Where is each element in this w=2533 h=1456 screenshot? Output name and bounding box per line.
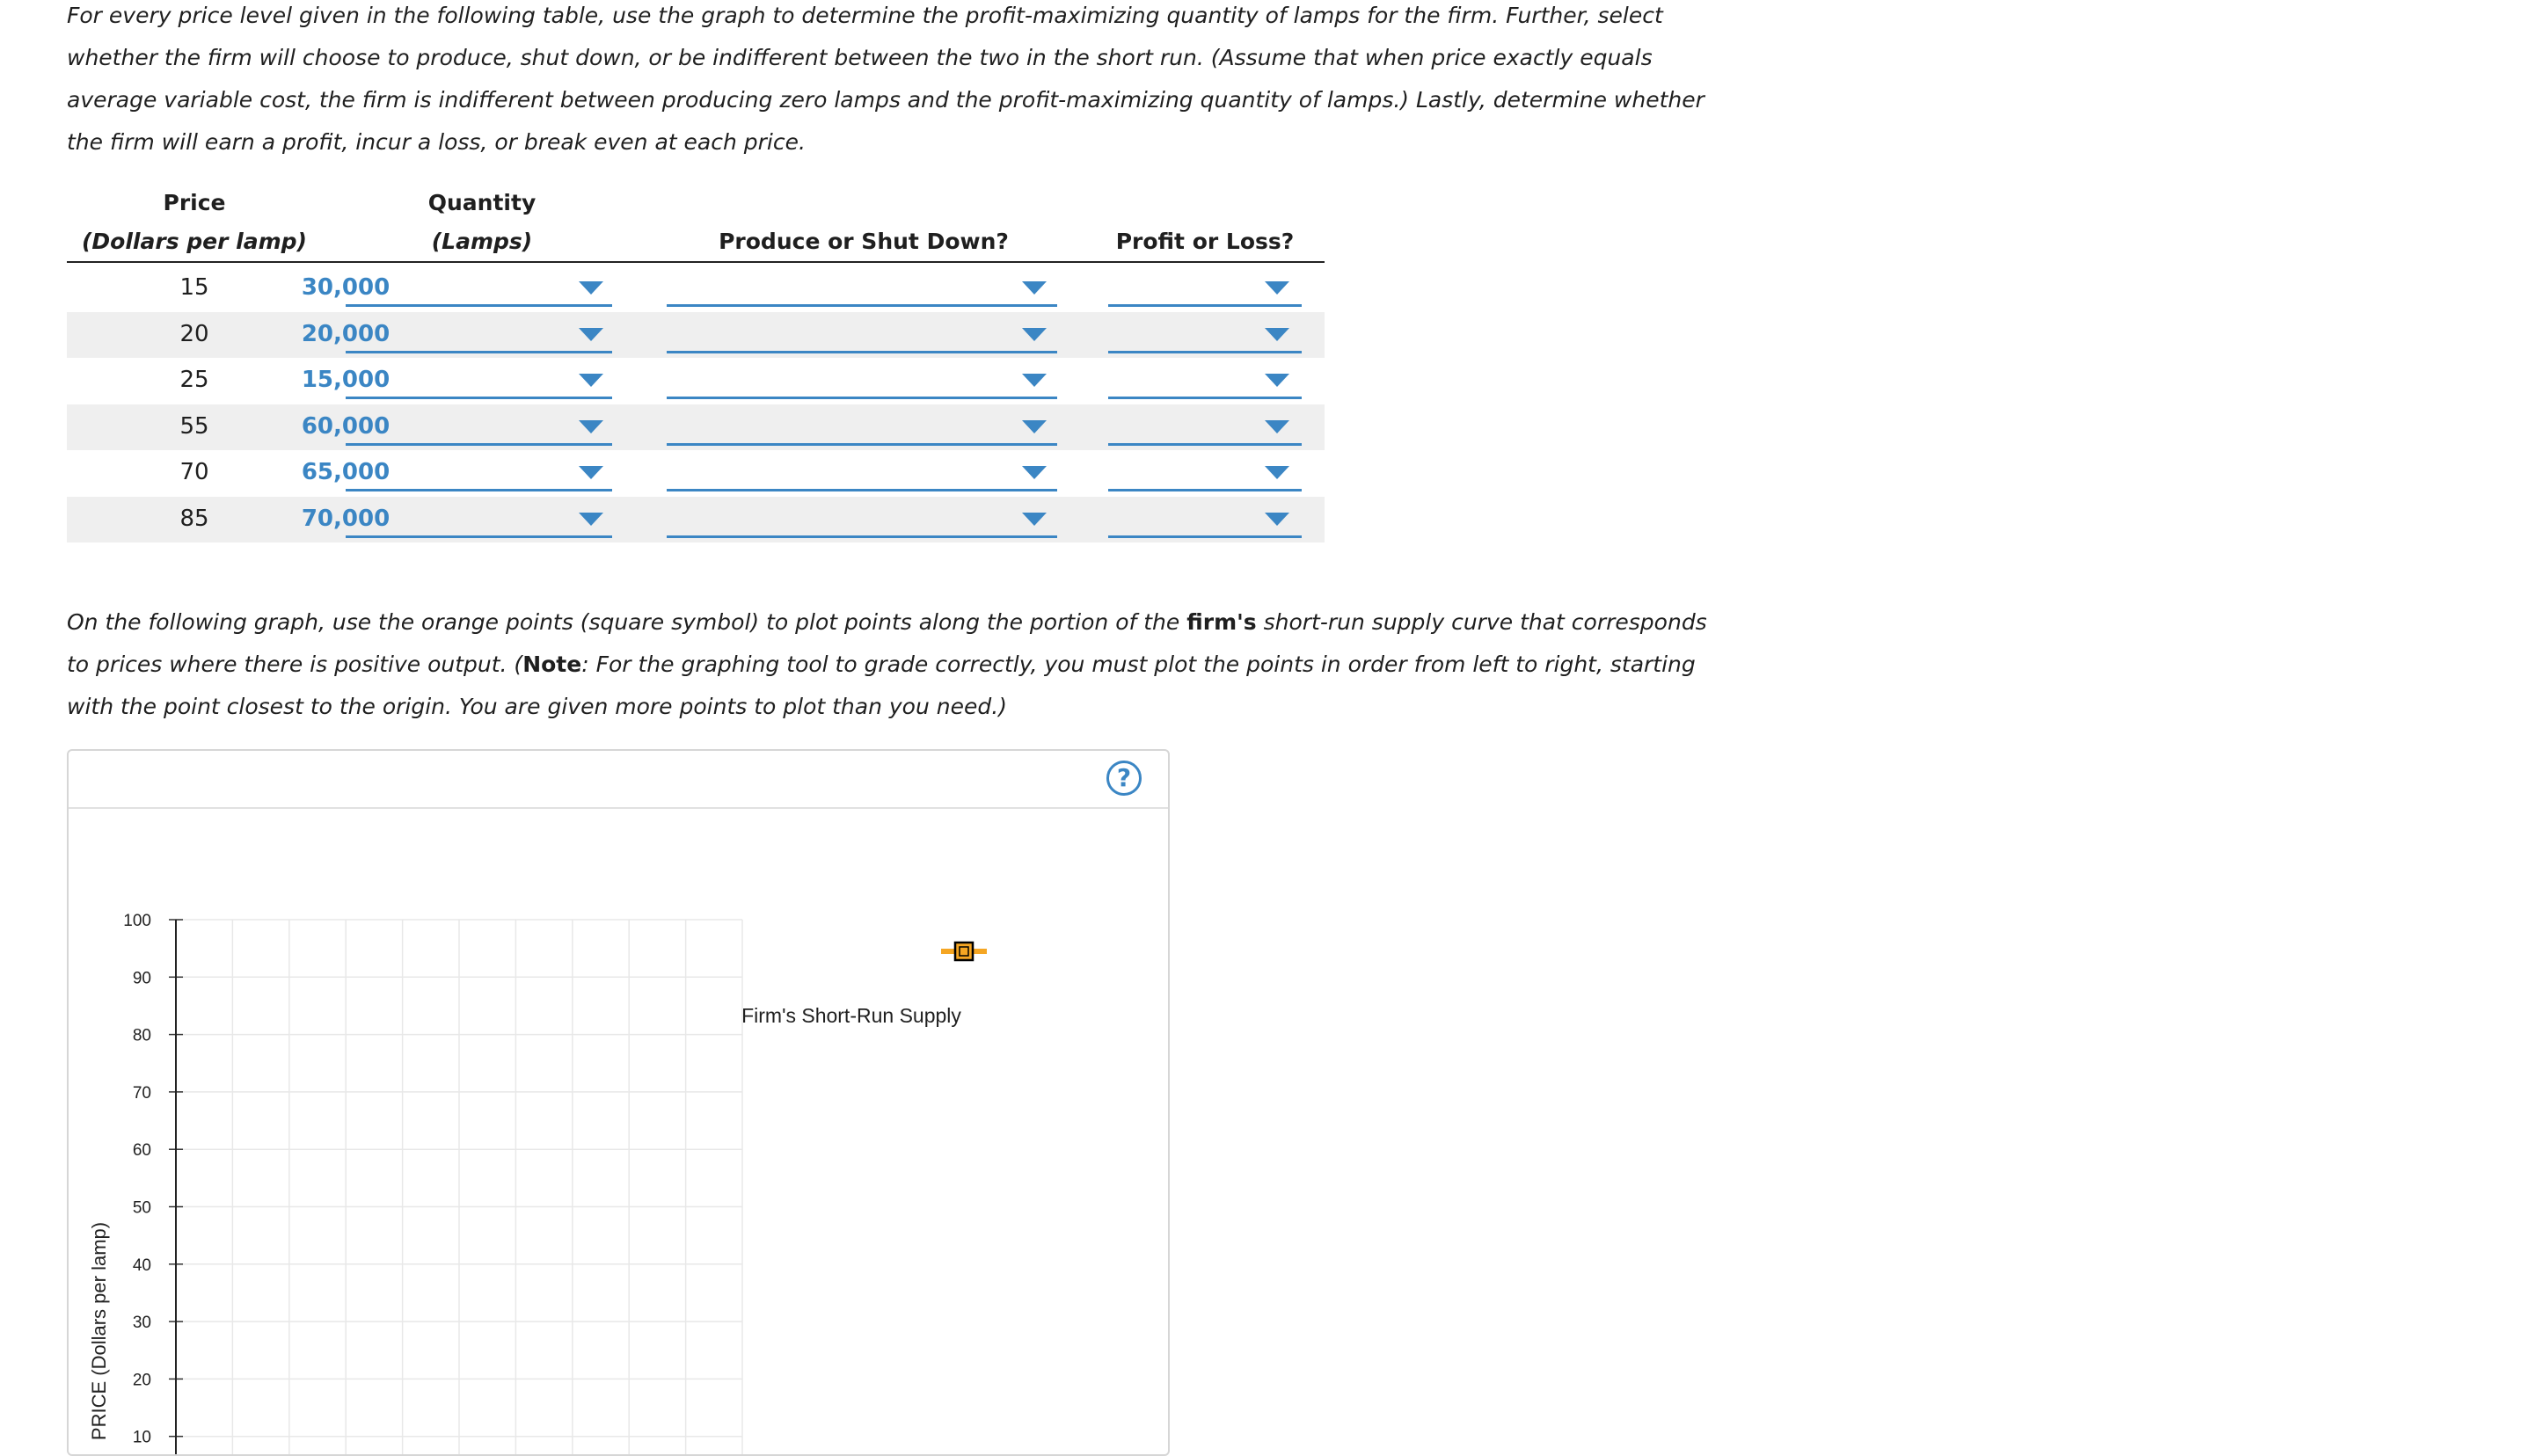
orange-square-inner [960,947,968,956]
graph-instructions: On the following graph, use the orange points (square symbol) to plot points along the portion of the firm's short-run supply curve that corresponds to prices where there is positive output. (Note: For the graphing tool to grade correctly, you must plot the points in order from left to right, starting with the point closest to the origin. You are given more points to plot than you need.) [67,609,1707,719]
chevron-down-icon [579,466,603,479]
produce-dropdown-underline [667,304,1057,307]
header-quantity-units: (Lamps) [431,229,533,254]
chevron-down-icon [1022,374,1047,387]
profit-dropdown-underline [1108,397,1302,399]
y-tick-label: 90 [132,969,151,988]
supply-graph[interactable] [69,751,1168,1454]
y-tick-label: 80 [132,1026,151,1045]
chevron-down-icon [579,328,603,341]
chevron-down-icon [579,374,603,387]
chevron-down-icon [1022,513,1047,526]
chevron-down-icon [1265,374,1289,387]
chevron-down-icon [579,513,603,526]
header-quantity: Quantity [427,190,537,215]
chevron-down-icon [1265,328,1289,341]
quantity-dropdown-underline [346,397,612,399]
legend-label: Firm's Short-Run Supply [741,1004,961,1027]
help-icon[interactable]: ? [1106,761,1142,796]
header-produce-or-shut-down: Produce or Shut Down? [719,229,1009,254]
table-row [67,312,1325,358]
quantity-dropdown-underline [346,535,612,538]
header-price: Price [163,190,226,215]
profit-dropdown-underline [1108,489,1302,491]
table-row [67,358,1325,404]
instructions-text: For every price level given in the following table, use the graph to determine the profit-maximizing quantity of lamps for the firm. Further, select whether the firm will choose to produce, shut down, or be indifferent between the two in the short run. (Assume that when price exactly equals average variable cost, the firm is indifferent between producing zero lamps and the profit-maximizing quantity of lamps.) Lastly, determine whether the firm will earn a profit, incur a loss, or break even at each price. [67,3,1704,155]
profit-dropdown-underline [1108,351,1302,353]
quantity-dropdown-underline [346,304,612,307]
produce-dropdown-underline [667,443,1057,446]
y-tick-label: 50 [132,1198,151,1218]
table-row [67,450,1325,496]
price-cell: 85 [179,505,209,532]
quantity-dropdown-underline [346,443,612,446]
chevron-down-icon [1022,466,1047,479]
price-cell: 70 [179,459,209,485]
chevron-down-icon [1265,513,1289,526]
y-tick-label: 10 [132,1428,151,1447]
quantity-value: 60,000 [301,412,391,440]
quantity-value: 30,000 [301,274,391,301]
price-cell: 20 [179,320,209,347]
y-tick-label: 60 [132,1141,151,1161]
quantity-value: 15,000 [301,367,391,393]
price-cell: 25 [179,367,209,393]
quantity-dropdown-underline [346,351,612,353]
quantity-value: 20,000 [301,320,391,347]
profit-dropdown-underline [1108,304,1302,307]
profit-dropdown-underline [1108,535,1302,538]
quantity-value: 70,000 [301,505,391,532]
table-row [67,404,1325,450]
y-tick-label: 30 [132,1314,151,1333]
chevron-down-icon [1265,466,1289,479]
y-tick-label: 70 [132,1083,151,1103]
orange-square-tool[interactable] [941,943,987,960]
chevron-down-icon [1022,328,1047,341]
chevron-down-icon [1022,281,1047,295]
produce-dropdown-underline [667,535,1057,538]
chevron-down-icon [1265,281,1289,295]
chevron-down-icon [1022,420,1047,433]
quantity-dropdown-underline [346,489,612,491]
profit-dropdown-underline [1108,443,1302,446]
chevron-down-icon [579,281,603,295]
quantity-value: 65,000 [301,459,391,485]
y-axis-label: PRICE (Dollars per lamp) [88,1221,110,1441]
price-cell: 55 [179,412,209,440]
header-divider [67,261,1325,263]
produce-dropdown-underline [667,397,1057,399]
y-tick-label: 40 [132,1256,151,1275]
table-row [67,266,1325,311]
graph-panel [67,749,1170,1456]
y-tick-label: 100 [123,912,151,930]
y-tick-label: 20 [132,1371,151,1390]
produce-dropdown-underline [667,351,1057,353]
header-price-units: (Dollars per lamp) [82,229,307,254]
chevron-down-icon [1265,420,1289,433]
chevron-down-icon [579,420,603,433]
table-row [67,497,1325,542]
price-cell: 15 [179,274,209,301]
header-profit-or-loss: Profit or Loss? [1115,229,1295,254]
produce-dropdown-underline [667,489,1057,491]
